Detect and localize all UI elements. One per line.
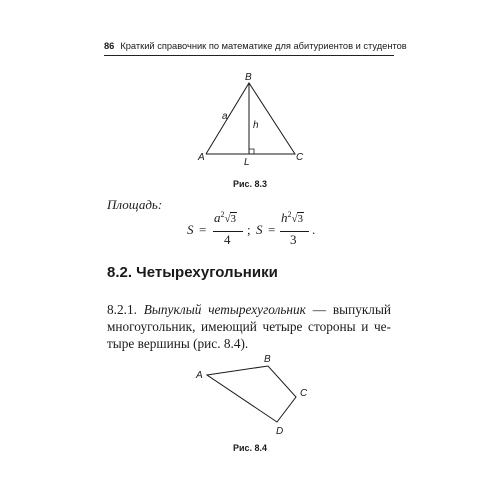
label-quad-c: C — [300, 388, 308, 399]
figure-8-3-caption: Рис. 8.3 — [232, 179, 268, 189]
label-quad-d: D — [276, 426, 284, 437]
definition-line-2: многоугольник, имеющий четыре стороны и че- — [107, 319, 391, 334]
section-heading: 8.2. Четырехугольники — [107, 264, 278, 281]
page-number: 86 — [104, 41, 115, 51]
formula-end: . — [312, 222, 316, 237]
definition-term: Выпуклый четырехугольник — [143, 302, 306, 317]
label-vertex-a: A — [198, 152, 205, 163]
triangle-outline — [206, 83, 295, 154]
label-vertex-c: C — [296, 152, 304, 163]
sqrt-1-arg: 3 — [230, 213, 237, 225]
label-quad-b: B — [264, 354, 271, 365]
label-side-a: a — [222, 111, 228, 122]
quadrilateral-outline — [207, 366, 296, 422]
formula-eq-2: = — [268, 222, 276, 237]
label-height-h: h — [253, 120, 259, 131]
figure-8-4-caption: Рис. 8.4 — [232, 443, 268, 453]
area-label: Площадь: — [107, 197, 163, 212]
running-header — [104, 39, 407, 53]
definition-paragraph — [107, 301, 391, 352]
definition-number: 8.2.1. — [107, 302, 137, 317]
num1-var: a — [214, 210, 221, 225]
header-rule — [104, 55, 394, 56]
book-title: Краткий справочник по математике для абитуриентов и студентов — [120, 41, 407, 51]
definition-line-1-rest: — выпуклый — [305, 302, 391, 317]
label-vertex-b: B — [245, 72, 252, 83]
num1-exp: 2 — [220, 210, 225, 219]
sqrt-2: √3 — [291, 213, 304, 225]
label-foot-l: L — [244, 157, 250, 168]
formula-num-2 — [281, 210, 304, 226]
num2-var: h — [281, 210, 288, 225]
formula-s-1: S — [187, 222, 194, 237]
definition-line-1 — [107, 301, 391, 318]
formula-eq-1: = — [199, 222, 207, 237]
formula-sep: ; — [247, 222, 251, 237]
formula-den-2: 3 — [290, 232, 297, 247]
formula-num-1 — [214, 210, 237, 226]
definition-line-3: тыре вершины (рис. 8.4). — [107, 336, 249, 351]
right-angle-mark — [249, 149, 254, 154]
sqrt-2-arg: 3 — [297, 213, 304, 225]
area-formula — [185, 210, 335, 250]
figure-8-4-quadrilateral — [192, 352, 322, 437]
label-quad-a: A — [196, 370, 203, 381]
num2-exp: 2 — [287, 210, 292, 219]
sqrt-1: √3 — [224, 213, 237, 225]
figure-8-3-triangle — [195, 72, 315, 172]
formula-den-1: 4 — [224, 232, 231, 247]
formula-s-2: S — [256, 222, 263, 237]
